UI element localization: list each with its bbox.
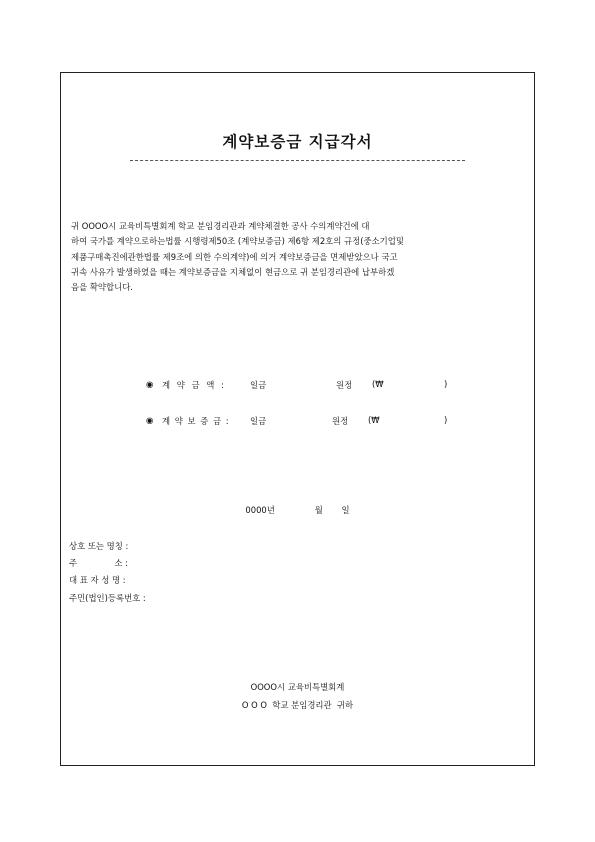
amount-unit: 원정 <box>336 380 353 390</box>
amount-paren-open: (₩ <box>372 379 384 389</box>
amount-paren-close: ) <box>444 379 448 389</box>
deposit-prefix: 일금 <box>250 416 267 426</box>
date-month: 월 <box>314 505 323 515</box>
document-title: 계약보증금 지급각서 <box>222 133 373 151</box>
date-line <box>0 504 595 516</box>
body-line: 귀 OOOO시 교육비특별회계 학교 분임경리관과 계약체결한 공사 수의계약건에 대 <box>71 221 370 231</box>
body-paragraph <box>71 219 527 295</box>
document-frame <box>60 72 535 766</box>
contract-deposit-label: 계 약 보 증 금 : <box>162 416 229 426</box>
deposit-unit: 원정 <box>332 416 349 426</box>
footer-office: OOOO시 교육비특별회계 <box>250 682 345 692</box>
body-line: 하여 국가를 계약으로하는법률 시행령제50조 (계약보증금) 제6항 제2호의 규정(중소기업및 <box>71 236 404 247</box>
footer-addressee: O O O 학교 분임경리관 귀하 <box>241 700 354 710</box>
address-field: 주 소 : <box>69 558 128 568</box>
contract-amount-label: 계 약 금 액 : <box>162 380 224 390</box>
title-underline <box>130 160 465 161</box>
date-year: 0000년 <box>245 505 275 515</box>
deposit-paren-open: (₩ <box>368 415 380 425</box>
bullet-icon: ◉ <box>146 379 154 389</box>
body-line: 제품구매촉진에관한법률 제9조에 의한 수의계약)에 의거 계약보증금을 면제받았으나 국고 <box>71 251 398 262</box>
body-line: 귀속 사유가 발생하였을 때는 계약보증금을 지체없이 현금으로 귀 분임경리관에 납부하겠 <box>71 266 395 277</box>
company-name-field: 상호 또는 명칭 : <box>69 541 129 551</box>
representative-field: 대 표 자 성 명 : <box>69 575 126 585</box>
amount-prefix: 일금 <box>250 380 267 390</box>
deposit-paren-close: ) <box>444 415 448 425</box>
date-day: 일 <box>341 505 350 515</box>
bullet-icon: ◉ <box>146 415 154 425</box>
body-line: 음을 확약합니다. <box>71 282 133 293</box>
registration-number-field: 주민(법인)등록번호 : <box>69 593 146 603</box>
